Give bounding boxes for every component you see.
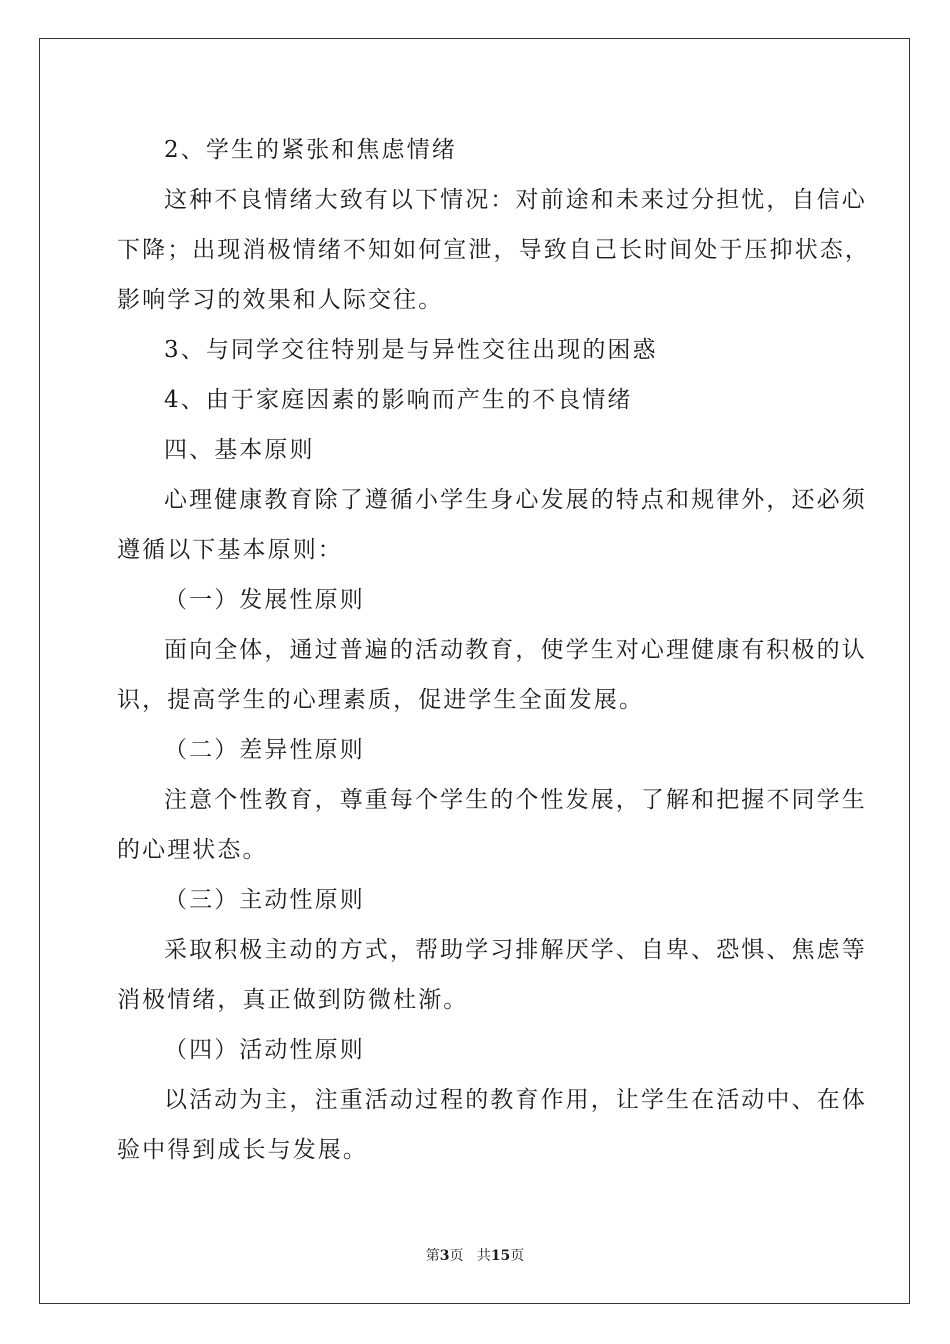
text-line: 验中得到成长与发展。 bbox=[117, 1137, 368, 1163]
text-line: 以活动为主，注重活动过程的教育作用，让学生在活动中、在体 bbox=[164, 1087, 867, 1113]
total-pages: 15 bbox=[490, 1248, 511, 1264]
text-line: 的心理状态。 bbox=[117, 837, 268, 863]
text-line: 3、与同学交往特别是与异性交往出现的困惑 bbox=[164, 337, 658, 363]
text-line: （四）活动性原则 bbox=[164, 1037, 365, 1063]
document-body bbox=[117, 125, 870, 1175]
text-line: 采取积极主动的方式，帮助学习排解厌学、自卑、恐惧、焦虑等 bbox=[164, 937, 867, 963]
text-line: 影响学习的效果和人际交往。 bbox=[117, 287, 444, 313]
text-line: 注意个性教育，尊重每个学生的个性发展，了解和把握不同学生 bbox=[164, 787, 867, 813]
total-suffix: 页 bbox=[510, 1248, 525, 1264]
page-number: 3 bbox=[439, 1248, 450, 1264]
text-line: 消极情绪，真正做到防微杜渐。 bbox=[117, 987, 469, 1013]
page-suffix: 页 bbox=[449, 1248, 464, 1264]
text-line: 这种不良情绪大致有以下情况：对前途和未来过分担忧，自信心 bbox=[164, 187, 867, 213]
text-line: （一）发展性原则 bbox=[164, 587, 365, 613]
text-line: 4、由于家庭因素的影响而产生的不良情绪 bbox=[164, 387, 633, 413]
page-footer bbox=[0, 1245, 950, 1265]
text-line: 遵循以下基本原则： bbox=[117, 537, 343, 563]
text-line: 四、基本原则 bbox=[164, 437, 315, 463]
total-prefix: 共 bbox=[476, 1248, 491, 1264]
text-line: 心理健康教育除了遵循小学生身心发展的特点和规律外，还必须 bbox=[164, 487, 867, 513]
text-line: 识，提高学生的心理素质，促进学生全面发展。 bbox=[117, 687, 645, 713]
text-line: 2、学生的紧张和焦虑情绪 bbox=[164, 137, 457, 163]
text-line: 下降；出现消极情绪不知如何宣泄，导致自己长时间处于压抑状态， bbox=[117, 237, 870, 263]
text-line: 面向全体，通过普遍的活动教育，使学生对心理健康有积极的认 bbox=[164, 637, 867, 663]
page-prefix: 第 bbox=[425, 1248, 440, 1264]
text-line: （二）差异性原则 bbox=[164, 737, 365, 763]
text-line: （三）主动性原则 bbox=[164, 887, 365, 913]
